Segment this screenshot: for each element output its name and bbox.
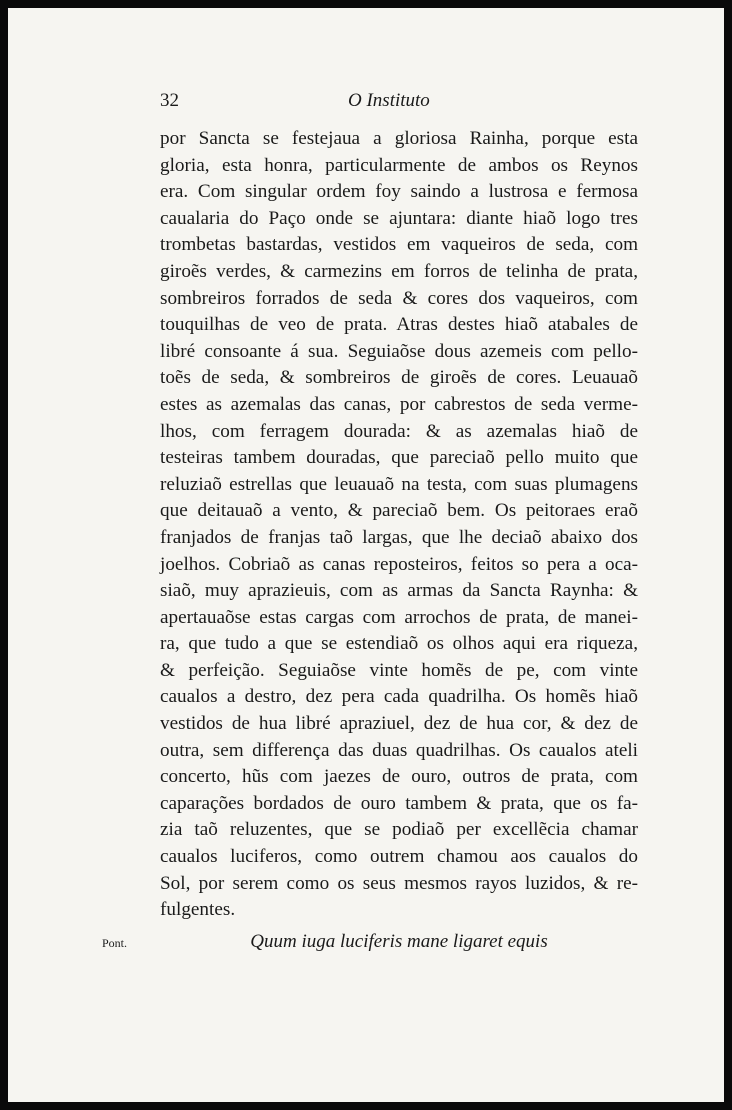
text-line: testeiras tambem douradas, que pareciaõ pello muito que <box>160 447 638 469</box>
margin-note: Pont. <box>102 936 128 950</box>
text-line: caualos luciferos, como outrem chamou aos caualos do <box>160 846 638 868</box>
text-line: zia taõ reluzentes, que se podiaõ per excellẽcia chamar <box>160 819 638 841</box>
text-line: sombreiros forrados de seda & cores dos vaqueiros, com <box>160 287 638 309</box>
text-line: libré consoante á sua. Seguiaõse dous azemeis com pello- <box>160 340 638 362</box>
text-line: franjados de franjas taõ largas, que lhe deciaõ abaixo dos <box>160 526 638 548</box>
text-line: apertauaõse estas cargas com arrochos de prata, de manei- <box>160 606 638 628</box>
page-header <box>160 90 638 120</box>
text-line: toẽs de seda, & sombreiros de giroẽs de cores. Leuauaõ <box>160 367 638 389</box>
text-line: lhos, com ferragem dourada: & as azemalas hiaõ de <box>160 420 638 442</box>
text-line: giroẽs verdes, & carmezins em forros de telinha de prata, <box>160 260 638 282</box>
text-line: fulgentes. <box>160 899 236 921</box>
text-line: caualos a destro, dez pera cada quadrilha. Os homẽs hiaõ <box>160 686 638 708</box>
text-line: caparações bordados de ouro tambem & prata, que os fa- <box>160 792 638 814</box>
latin-epigraph: Quum iuga luciferis mane ligaret equis <box>250 931 548 952</box>
text-line: por Sancta se festejaua a gloriosa Rainha, porque esta <box>160 128 638 149</box>
text-line: touquilhas de veo de prata. Atras destes hiaõ atabales de <box>160 314 638 336</box>
text-line: outra, sem differença das duas quadrilhas. Os caualos ateli <box>160 739 638 761</box>
text-line: siaõ, muy aprazieuis, com as armas da Sancta Raynha: & <box>160 580 638 602</box>
text-line: & perfeição. Seguiaõse vinte homẽs de pe, com vinte <box>160 659 638 681</box>
text-line: vestidos de hua libré apraziuel, dez de hua cor, & dez de <box>160 713 638 735</box>
text-line: gloria, esta honra, particularmente de ambos os Reynos <box>160 154 638 176</box>
page-number: 32 <box>160 90 179 111</box>
text-line: ra, que tudo a que se estendiaõ os olhos aqui era riqueza, <box>160 633 638 655</box>
text-line: que deitauaõ a vento, & pareciaõ bem. Os peitoraes eraõ <box>160 500 638 522</box>
book-page <box>8 8 724 1102</box>
text-line: trombetas bastardas, vestidos em vaqueiros de seda, com <box>160 234 638 256</box>
running-title: O Instituto <box>348 90 430 111</box>
body-text <box>160 126 638 924</box>
text-line: concerto, hũs com jaezes de ouro, outros de prata, com <box>160 766 638 788</box>
text-line: reluziaõ estrellas que leuauaõ na testa, com suas plumagens <box>160 473 638 495</box>
text-line: estes as azemalas das canas, por cabrestos de seda verme- <box>160 393 638 415</box>
text-line: caualaria do Paço onde se ajuntara: diante hiaõ logo tres <box>160 207 638 229</box>
text-line: era. Com singular ordem foy saindo a lustrosa e fermosa <box>160 181 638 203</box>
text-line: joelhos. Cobriaõ as canas reposteiros, feitos so pera a oca- <box>160 553 638 575</box>
text-line: Sol, por serem como os seus mesmos rayos luzidos, & re- <box>160 872 638 894</box>
